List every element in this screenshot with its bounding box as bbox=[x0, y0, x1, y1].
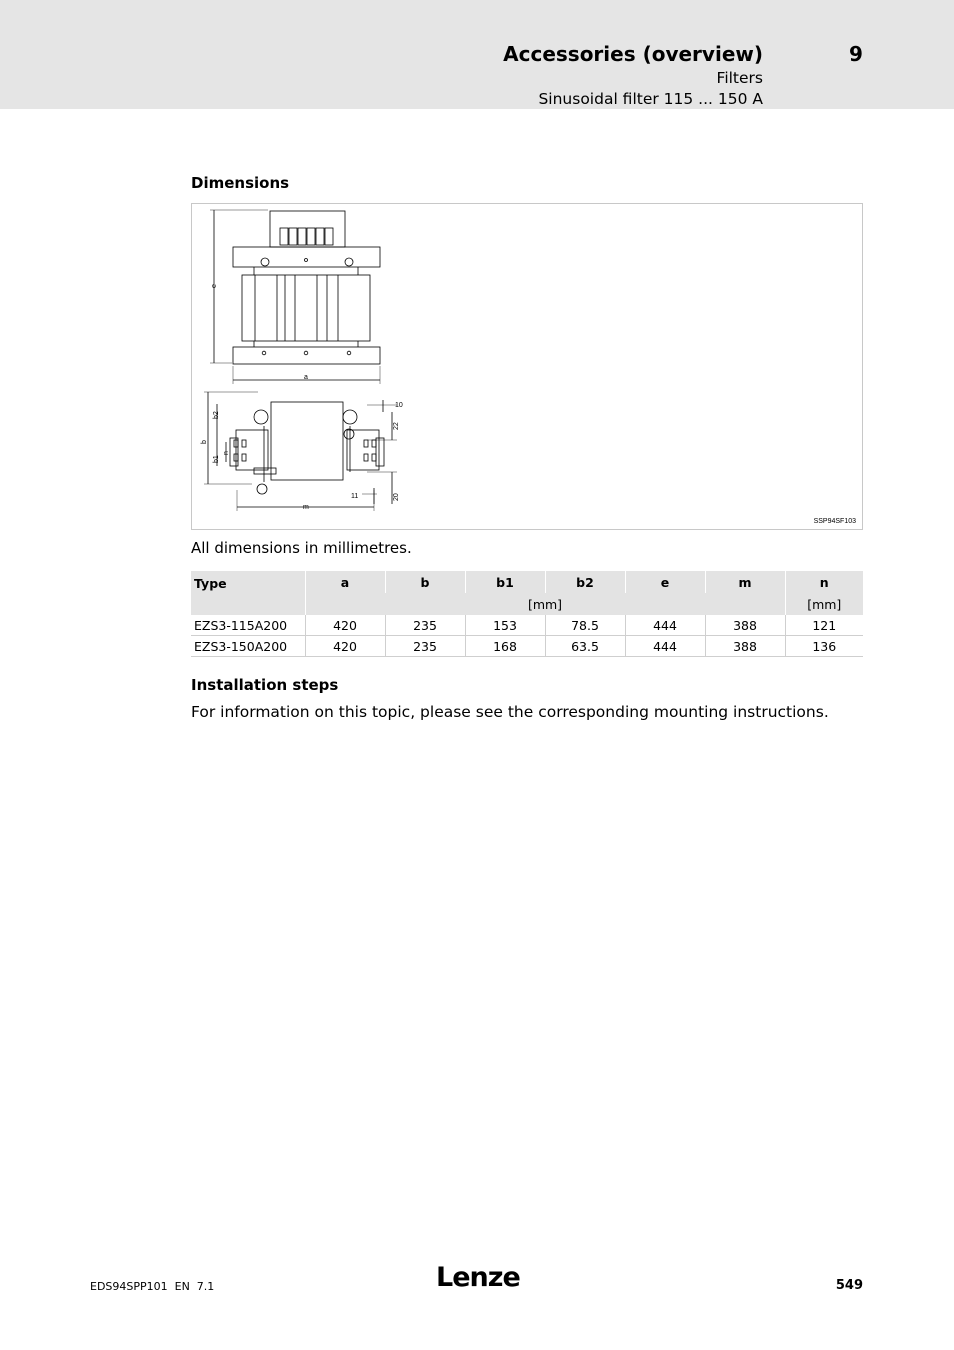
cell-m: 388 bbox=[705, 615, 785, 636]
side-body bbox=[271, 402, 343, 480]
unit-label: [mm] bbox=[305, 593, 785, 615]
col-header-b2: b2 bbox=[545, 571, 625, 593]
cell-b2: 63.5 bbox=[545, 636, 625, 657]
document-id: EDS94SPP101 EN 7.1 bbox=[90, 1280, 215, 1293]
col-header-type: Type bbox=[191, 571, 305, 615]
label-m: m bbox=[303, 504, 309, 511]
terminal-screws bbox=[280, 228, 333, 245]
table-header-row bbox=[191, 571, 863, 593]
cell-type: EZS3-115A200 bbox=[191, 615, 305, 636]
col-header-m: m bbox=[705, 571, 785, 593]
dimensions-heading: Dimensions bbox=[191, 174, 290, 192]
page-header bbox=[0, 0, 954, 109]
label-a: a bbox=[304, 374, 308, 381]
cell-n: 121 bbox=[785, 615, 863, 636]
col-header-a: a bbox=[305, 571, 385, 593]
bottom-plate bbox=[233, 347, 380, 364]
top-plate bbox=[233, 247, 380, 267]
cell-a: 420 bbox=[305, 615, 385, 636]
cell-b: 235 bbox=[385, 615, 465, 636]
label-b1: b1 bbox=[213, 455, 220, 463]
filter-drawing-svg bbox=[192, 204, 864, 531]
lenze-logo: Lenze bbox=[436, 1262, 520, 1293]
cell-type: EZS3-150A200 bbox=[191, 636, 305, 657]
coil-body bbox=[242, 275, 370, 341]
page-title: Accessories (overview) bbox=[503, 42, 763, 66]
col-header-e: e bbox=[625, 571, 705, 593]
installation-heading: Installation steps bbox=[191, 676, 339, 694]
cell-b2: 78.5 bbox=[545, 615, 625, 636]
cell-e: 444 bbox=[625, 636, 705, 657]
subsection-subtitle: Sinusoidal filter 115 ... 150 A bbox=[538, 90, 763, 108]
label-20: 20 bbox=[393, 493, 400, 501]
cell-b1: 153 bbox=[465, 615, 545, 636]
page-number: 549 bbox=[835, 1278, 863, 1293]
table-row bbox=[191, 615, 863, 636]
dimensions-note: All dimensions in millimetres. bbox=[191, 539, 412, 557]
label-11: 11 bbox=[351, 493, 359, 500]
chapter-number: 9 bbox=[849, 42, 863, 66]
figure-code: SSP94SF103 bbox=[813, 518, 856, 525]
cell-n: 136 bbox=[785, 636, 863, 657]
cell-m: 388 bbox=[705, 636, 785, 657]
dimensions-table bbox=[191, 571, 863, 657]
col-header-b: b bbox=[385, 571, 465, 593]
col-header-n: n bbox=[785, 571, 863, 593]
cell-b: 235 bbox=[385, 636, 465, 657]
section-subtitle: Filters bbox=[716, 69, 763, 87]
col-header-b1: b1 bbox=[465, 571, 545, 593]
terminal-block bbox=[270, 211, 345, 247]
label-n: n bbox=[223, 451, 230, 455]
dimension-drawing bbox=[191, 203, 863, 530]
label-b2: b2 bbox=[213, 411, 220, 419]
unit-label-n: [mm] bbox=[785, 593, 863, 615]
table-row bbox=[191, 636, 863, 657]
label-e: e bbox=[211, 284, 218, 288]
installation-text: For information on this topic, please see the corresponding mounting instructions. bbox=[191, 703, 829, 721]
cell-e: 444 bbox=[625, 615, 705, 636]
label-10: 10 bbox=[395, 402, 403, 409]
cell-b1: 168 bbox=[465, 636, 545, 657]
label-22: 22 bbox=[393, 422, 400, 430]
cell-a: 420 bbox=[305, 636, 385, 657]
label-b: b bbox=[201, 440, 208, 444]
